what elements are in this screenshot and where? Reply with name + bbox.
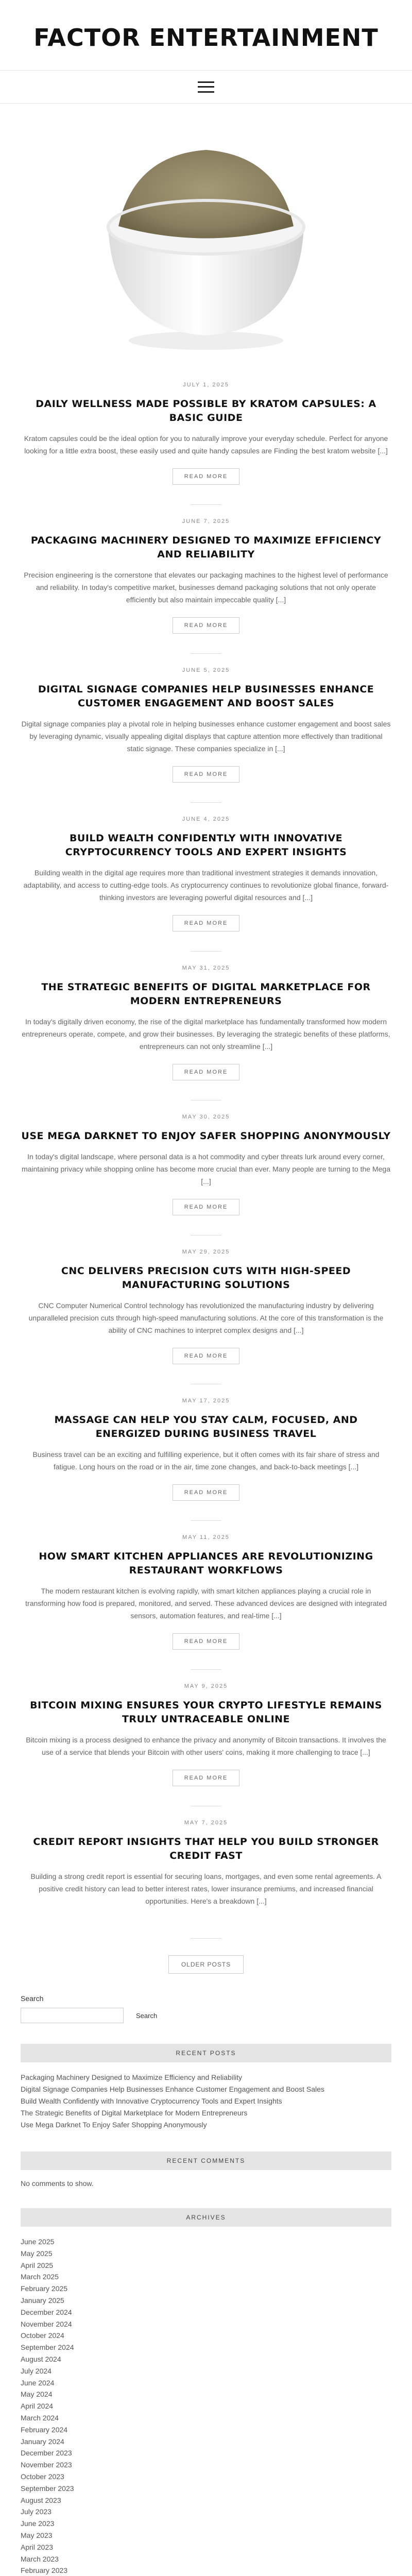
archive-link[interactable]: December 2024 [21,2308,72,2316]
archive-link[interactable]: September 2023 [21,2484,74,2493]
post-title[interactable]: HOW SMART KITCHEN APPLIANCES ARE REVOLUTIONIZING RESTAURANT WORKFLOWS [39,1551,373,1576]
post-title[interactable]: CNC DELIVERS PRECISION CUTS WITH HIGH-SPEED MANUFACTURING SOLUTIONS [61,1265,351,1291]
archive-link[interactable]: November 2024 [21,2319,72,2328]
site-header [0,0,412,71]
post-date[interactable]: JUNE 5, 2025 [182,667,230,673]
recent-post-link[interactable]: Use Mega Darknet To Enjoy Safer Shopping Anonymously [21,2121,207,2129]
post-excerpt: Building a strong credit report is essential for securing loans, mortgages, and even some rental agreements. A positive credit history can lead to better interest rates, lower insurance premiums, and increased financial opportunities. Here's a breakdown [...] [30,1872,382,1905]
post [21,1398,391,1507]
recent-posts-widget [21,2044,391,2131]
post-separator [191,1520,221,1521]
archive-link[interactable]: December 2023 [21,2449,72,2458]
post-title[interactable]: MASSAGE CAN HELP YOU STAY CALM, FOCUSED, AND ENERGIZED DURING BUSINESS TRAVEL [54,1414,358,1439]
read-more-button[interactable]: READ MORE [173,617,240,634]
recent-post-link[interactable]: Digital Signage Companies Help Businesses Enhance Customer Engagement and Boost Sales [21,2085,324,2093]
post-date[interactable]: JULY 1, 2025 [183,382,229,388]
post-date[interactable]: MAY 7, 2025 [184,1820,228,1826]
post-separator [191,1669,221,1670]
post-title[interactable]: USE MEGA DARKNET TO ENJOY SAFER SHOPPING ANONYMOUSLY [21,1130,391,1142]
archive-link[interactable]: May 2023 [21,2531,53,2539]
post-separator [191,504,221,505]
post-excerpt: The modern restaurant kitchen is evolving rapidly, with smart kitchen appliances playing a crucial role in transforming how food is prepared, monitored, and served. These advanced devices are designed with integrated sensors, automation features, and real-time [...] [25,1587,387,1620]
widget-title: RECENT POSTS [21,2044,391,2062]
archive-link[interactable]: June 2025 [21,2238,55,2246]
post-title[interactable]: BUILD WEALTH CONFIDENTLY WITH INNOVATIVE CRYPTOCURRENCY TOOLS AND EXPERT INSIGHTS [65,833,347,858]
post-title[interactable]: CREDIT REPORT INSIGHTS THAT HELP YOU BUILD STRONGER CREDIT FAST [33,1836,379,1861]
sidebar [21,1994,391,2576]
post-title[interactable]: PACKAGING MACHINERY DESIGNED TO MAXIMIZE EFFICIENCY AND RELIABILITY [30,535,382,560]
kratom-bowl-image [77,124,335,361]
menu-bar [0,71,412,104]
widget-title: ARCHIVES [21,2208,391,2227]
archive-link[interactable]: October 2023 [21,2472,64,2481]
post [21,518,391,640]
post [21,1820,391,1925]
post-title[interactable]: DAILY WELLNESS MADE POSSIBLE BY KRATOM CAPSULES: A BASIC GUIDE [36,398,376,423]
read-more-button[interactable]: READ MORE [173,1484,240,1501]
post-excerpt: Kratom capsules could be the ideal option for you to naturally improve your everyday schedule. Perfect for anyone looking for a little extra boost, these easily used and quite handy capsules are Finding the best kratom website [...] [24,434,388,455]
archive-link[interactable]: August 2024 [21,2354,61,2363]
post-excerpt: In today's digital landscape, where personal data is a hot commodity and cyber threats lurk around every corner, maintaining privacy while shopping online has become more crucial than ever. Many people are turning to the Mega [...] [22,1153,390,1185]
post-title[interactable]: DIGITAL SIGNAGE COMPANIES HELP BUSINESSES ENHANCE CUSTOMER ENGAGEMENT AND BOOST SALES [38,684,374,709]
post-separator [191,951,221,952]
post-list [21,382,391,1994]
search-label: Search [21,1994,44,2003]
read-more-button[interactable]: READ MORE [173,1770,240,1786]
recent-posts-list [21,2072,391,2131]
search-button[interactable]: Search [129,2008,164,2023]
post-date[interactable]: MAY 29, 2025 [182,1249,230,1255]
archive-link[interactable]: April 2024 [21,2402,54,2411]
post-excerpt: Bitcoin mixing is a process designed to enhance the privacy and anonymity of Bitcoin transactions. It involves the use of a service that blends your Bitcoin with other users' coins, making it more challenging to trace [...] [26,1736,386,1756]
read-more-button[interactable]: READ MORE [173,468,240,485]
archive-link[interactable]: July 2024 [21,2366,52,2375]
post-separator [191,1938,221,1939]
archive-link[interactable]: October 2024 [21,2331,64,2340]
post [21,382,391,491]
archives-widget [21,2208,391,2576]
post [21,816,391,938]
post [21,965,391,1087]
hamburger-menu-icon[interactable] [198,81,214,93]
pagination [21,1952,391,1994]
archive-link[interactable]: February 2024 [21,2425,68,2434]
post-date[interactable]: MAY 9, 2025 [184,1683,228,1689]
archive-link[interactable]: May 2025 [21,2249,53,2258]
post-excerpt: Precision engineering is the cornerstone that elevates our packaging machines to the highest level of performance and reliability. In today's competitive market, businesses demand packaging solutions that not only operate efficiently but also maintain impeccable quality [...] [24,571,388,604]
post [21,1534,391,1656]
archive-link[interactable]: January 2025 [21,2296,64,2304]
read-more-button[interactable]: READ MORE [173,1633,240,1650]
post-date[interactable]: MAY 17, 2025 [182,1398,230,1404]
post-separator [191,802,221,803]
archive-link[interactable]: April 2025 [21,2261,54,2269]
archive-link[interactable]: November 2023 [21,2461,72,2469]
read-more-button[interactable]: READ MORE [173,766,240,783]
read-more-button[interactable]: READ MORE [173,1199,240,1215]
archive-link[interactable]: August 2023 [21,2496,61,2504]
post-date[interactable]: MAY 11, 2025 [182,1534,230,1540]
post-date[interactable]: MAY 30, 2025 [182,1114,230,1120]
post [21,667,391,789]
archive-link[interactable]: February 2023 [21,2566,68,2575]
archive-link[interactable]: March 2024 [21,2413,59,2422]
post-excerpt: Digital signage companies play a pivotal role in helping businesses enhance customer engagement and boost sales by leveraging dynamic, visually appealing digital displays that capture attention more effectively than traditional static signage. These companies specialize in [...] [21,720,391,753]
post [21,1683,391,1792]
widget-title: RECENT COMMENTS [21,2151,391,2170]
archive-link[interactable]: July 2023 [21,2507,52,2516]
post-excerpt: In today's digitally driven economy, the rise of the digital marketplace has fundamentally transformed how modern entrepreneurs operate, compete, and grow their businesses. By leveraging the strategic benefits of these platforms, entrepreneurs can not only streamline [...] [22,1018,390,1050]
featured-image[interactable] [0,104,412,382]
post-date[interactable]: JUNE 4, 2025 [182,816,230,822]
post-excerpt: Business travel can be an exciting and fulfilling experience, but it often comes with its fair share of stress and fatigue. Long hours on the road or in the air, time zone changes, and back-to-back meetings [...] [32,1450,380,1471]
post-excerpt: Building wealth in the digital age requires more than traditional investment strategies it demands innovation, adaptability, and access to cutting-edge tools. As cryptocurrency continues to revolutionize global finance, forward-thinking investors are leveraging powerful digital resources and [...] [23,869,389,902]
archive-link[interactable]: June 2023 [21,2519,55,2528]
recent-comments-widget [21,2151,391,2188]
read-more-button[interactable]: READ MORE [173,1064,240,1080]
site-title[interactable]: FACTOR ENTERTAINMENT [33,24,379,52]
post-title[interactable]: THE STRATEGIC BENEFITS OF DIGITAL MARKETPLACE FOR MODERN ENTREPRENEURS [41,981,371,1007]
archive-link[interactable]: March 2023 [21,2554,59,2563]
no-comments-text: No comments to show. [21,2179,94,2188]
post-date[interactable]: MAY 31, 2025 [182,965,230,971]
post [21,1114,391,1222]
post-title[interactable]: BITCOIN MIXING ENSURES YOUR CRYPTO LIFESTYLE REMAINS TRULY UNTRACEABLE ONLINE [30,1700,382,1725]
read-more-button[interactable]: READ MORE [173,915,240,931]
archive-link[interactable]: September 2024 [21,2343,74,2352]
search-form [21,2008,391,2023]
post-excerpt: CNC Computer Numerical Control technology has revolutionized the manufacturing industry by delivering unparalleled precision cuts through high-speed manufacturing solutions. At the core of this transformation is the ability of CNC machines to interpret complex designs and [...] [28,1301,384,1334]
archive-link[interactable]: June 2024 [21,2378,55,2387]
archive-link[interactable]: February 2025 [21,2284,68,2293]
archive-link[interactable]: May 2024 [21,2390,53,2399]
recent-post-link[interactable]: Build Wealth Confidently with Innovative Cryptocurrency Tools and Expert Insights [21,2097,282,2105]
archive-link[interactable]: April 2023 [21,2543,54,2551]
archive-link[interactable]: March 2025 [21,2273,59,2281]
post-date[interactable]: JUNE 7, 2025 [182,518,230,524]
recent-post-link[interactable]: Packaging Machinery Designed to Maximize Efficiency and Reliability [21,2073,243,2081]
older-posts-button[interactable]: OLDER POSTS [168,1955,244,1974]
search-input[interactable] [21,2008,124,2023]
recent-post-link[interactable]: The Strategic Benefits of Digital Marketplace for Modern Entrepreneurs [21,2109,248,2117]
post-separator [191,653,221,654]
archives-list [21,2236,391,2576]
read-more-button[interactable]: READ MORE [173,1348,240,1364]
post [21,1249,391,1370]
archive-link[interactable]: January 2024 [21,2437,64,2446]
